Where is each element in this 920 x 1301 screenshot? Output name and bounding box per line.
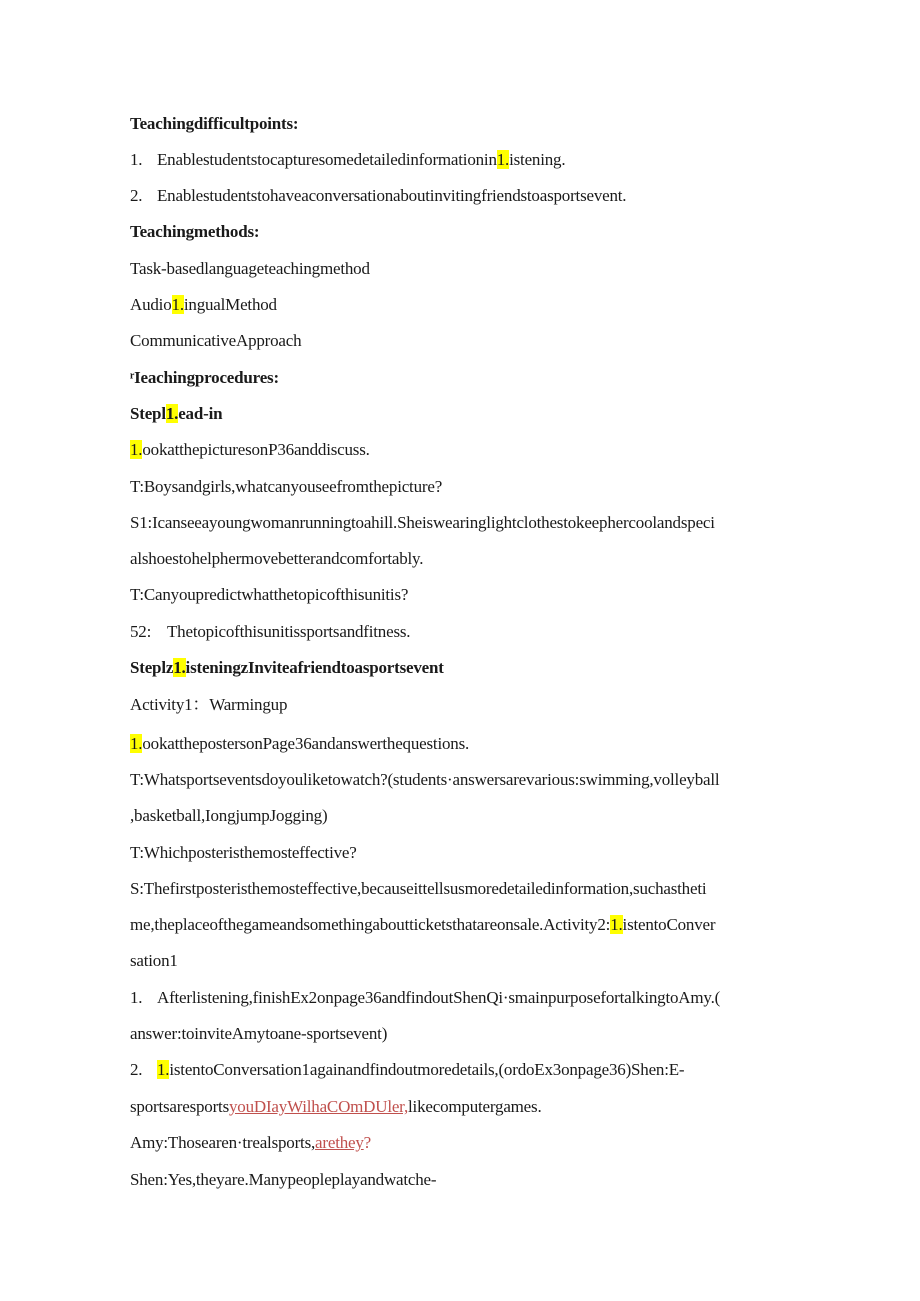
look-at-pictures-text: ookatthepicturesonP36anddiscuss. [142, 440, 370, 459]
shen-line-1-red: youDIayWilhaCOmDUler, [228, 1097, 409, 1116]
look-at-posters [130, 733, 469, 755]
look-at-pictures [130, 439, 370, 461]
teacher-line-3a: T:Whatsportseventsdoyouliketowatch?(students·answersarevarious:swimming,volleyball [130, 770, 720, 789]
step1-heading-a: Stepl [130, 404, 166, 423]
heading-teaching-procedures: ʳIeachingprocedures: [130, 368, 279, 387]
after-listening-2 [130, 1059, 684, 1081]
difficult-point-1 [130, 149, 565, 171]
list-number: 2. [130, 186, 143, 205]
look-at-posters-text: ookatthepostersonPage36andanswerthequestions. [142, 734, 470, 753]
step2-heading-a: Steplz [130, 658, 174, 677]
after-listening-1b: answer:toinviteAmytoane-sportsevent) [130, 1024, 388, 1043]
method-audio-lingual-a: Audio [130, 295, 172, 314]
highlight-marker: 1. [130, 734, 143, 753]
shen-line-2: Shen:Yes,theyare.Manypeopleplayandwatche- [130, 1170, 437, 1189]
shen-line-1 [130, 1096, 542, 1118]
method-audio-lingual-b: ingualMethod [183, 295, 277, 314]
student-line-3b-a: me,theplaceofthegameandsomethingaboutticketsthatareonsale.Activity2: [130, 915, 611, 934]
after-listening-2-text: istentoConversation1againandfindoutmoredetails,(ordoEx3onpage36)Shen:E- [169, 1060, 685, 1079]
after-listening-1a [130, 987, 720, 1009]
student-line-1a: S1:Icanseeayoungwomanrunningtoahill.Sheiswearinglightclothestokeephercoolandspeci [130, 513, 715, 532]
list-number: 1. [130, 150, 143, 169]
highlight-marker: 1. [130, 440, 143, 459]
difficult-point-1-text-b: istening. [509, 150, 566, 169]
method-communicative: CommunicativeApproach [130, 331, 302, 350]
shen-line-1-b: likecomputergames. [408, 1097, 542, 1116]
speaker-label: 52: [130, 622, 152, 641]
difficult-point-1-text-a: Enablestudentstocapturesomedetailedinformationin [157, 150, 497, 169]
highlight-marker: 1. [165, 404, 179, 423]
method-audio-lingual [130, 294, 277, 316]
amy-line-1-red: arethey [315, 1133, 364, 1152]
student-line-2-text: Thetopicofthisunitissportsandfitness. [167, 622, 411, 641]
step1-heading [130, 403, 222, 425]
student-line-3a: S:Thefirstposteristhemosteffective,becauseittellsusmoredetailedinformation,suchastheti [130, 879, 707, 898]
highlight-marker: 1. [157, 1060, 170, 1079]
difficult-point-2 [130, 185, 626, 207]
amy-line-1 [130, 1132, 371, 1154]
student-line-3b [130, 914, 715, 936]
step2-heading-b: isteningzInviteafriendtoasportsevent [185, 658, 444, 677]
highlight-marker: 1. [171, 295, 184, 314]
highlight-marker: 1. [610, 915, 623, 934]
step2-heading [130, 657, 444, 679]
shen-line-1-a: sportsaresports [130, 1097, 229, 1116]
teacher-line-2: T:Canyoupredictwhatthetopicofthisunitis? [130, 585, 409, 604]
amy-line-1-b: ? [363, 1133, 372, 1152]
amy-line-1-a: Amy:Thosearen·trealsports, [130, 1133, 316, 1152]
student-line-3b-b: istentoConver [622, 915, 716, 934]
teacher-line-1: T:Boysandgirls,whatcanyouseefromthepicture? [130, 477, 443, 496]
heading-teaching-difficult-points: Teachingdifficultpoints: [130, 114, 299, 133]
method-task-based: Task-basedlanguageteachingmethod [130, 259, 370, 278]
teacher-line-3b: ,basketball,IongjumpJogging) [130, 806, 328, 825]
step1-heading-b: ead-in [178, 404, 223, 423]
activity1-heading: Activity1：Warmingup [130, 695, 288, 714]
highlight-marker: 1. [173, 658, 186, 677]
after-listening-1a-text: Afterlistening,finishEx2onpage36andfindoutShenQi·smainpurposefortalkingtoAmy.( [157, 988, 721, 1007]
list-number: 1. [130, 988, 143, 1007]
list-number: 2. [130, 1060, 143, 1079]
difficult-point-2-text: Enablestudentstohaveaconversationaboutinvitingfriendstoasportsevent. [157, 186, 627, 205]
heading-teaching-methods: Teachingmethods: [130, 222, 260, 241]
student-line-2 [130, 621, 410, 643]
student-line-1b: alshoestohelphermovebetterandcomfortably. [130, 549, 424, 568]
highlight-marker: 1. [496, 150, 510, 169]
teacher-line-4: T:Whichposteristhemosteffective? [130, 843, 357, 862]
student-line-3c: sation1 [130, 951, 178, 970]
